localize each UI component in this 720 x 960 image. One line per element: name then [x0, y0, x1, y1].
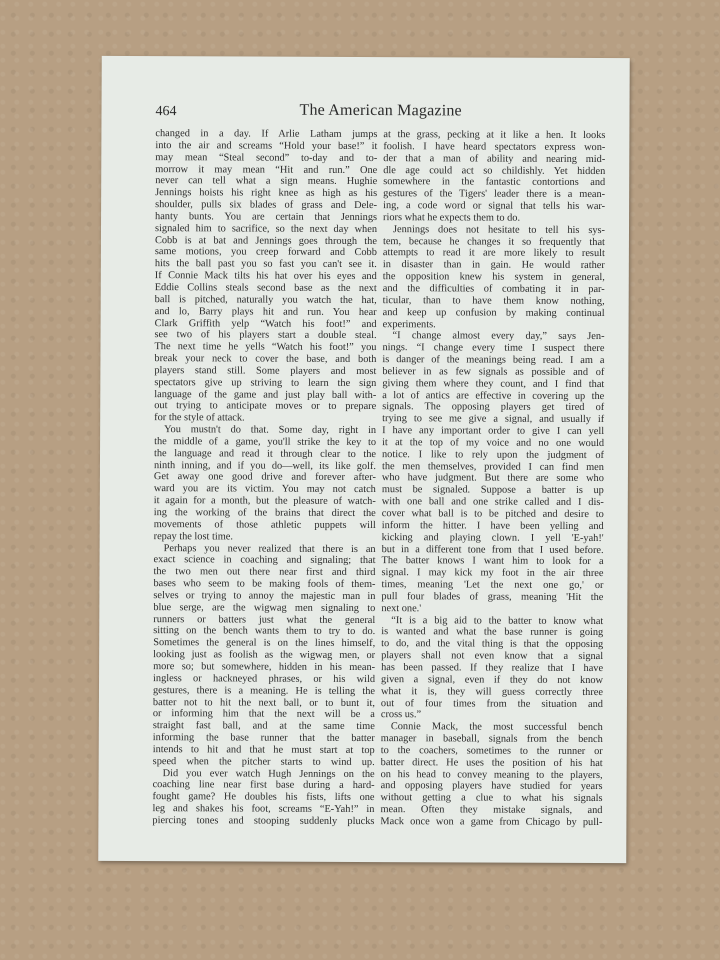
text-line: same motions, you creep forward and Cobb [154, 246, 377, 259]
text-line: who have judgment. But there are some who [381, 472, 604, 485]
text-line: given a signal, even if they do not know [381, 673, 604, 686]
text-line: has been passed. If they realize that I have [381, 662, 604, 675]
text-line: what it is, they will guess correctly three [380, 685, 604, 698]
text-line: movements of those athletic puppets will [153, 518, 376, 531]
text-line: cover what ball is to be pitched and desire to [381, 508, 604, 521]
text-line: Did you ever watch Hugh Jennings on the [162, 767, 375, 780]
text-line: runners or batters just what the general [153, 613, 376, 626]
text-line: ing the working of the brains that direct the [153, 507, 376, 520]
text-line: Eddie Collins steals second base as the next [154, 282, 377, 295]
text-line: giving them where they count, and I find that [382, 377, 605, 390]
text-line: ingless or hackneyed phrases, or his wild [153, 672, 376, 685]
text-line: shoulder, pulls six blades of grass and Dele- [155, 199, 378, 212]
text-line: inform the hitter. I have been yelling and [381, 519, 604, 532]
text-line: gestures of the Tigers' leader there is a mean- [383, 188, 606, 201]
text-line: Connie Mack, the most successful bench [390, 721, 603, 734]
text-line: it at the top of my voice and no one would [382, 437, 605, 449]
text-line: it again for a month, but the pleasure of watch- [153, 495, 376, 508]
text-line: mean. Often they mistake signals, and [380, 804, 603, 817]
text-line: kicking and playing clown. I yell 'E-yah!' [381, 531, 604, 544]
text-line: blue serge, are the wigwag men signaling to [153, 601, 376, 614]
text-line: is wanted and what the base runner is going [381, 626, 604, 639]
text-line: Cobb is at bat and Jennings goes through the [154, 234, 377, 247]
text-line: signals. The opposing players get tired of [382, 401, 605, 414]
magazine-page [98, 56, 630, 863]
text-line: The batter knows I want him to look for a [381, 555, 604, 568]
text-line: hanty bunts. You are certain that Jennings [155, 210, 378, 223]
text-line: Get away one good drive and forever after- [153, 471, 376, 484]
text-line: never can tell what a sign means. Hughie [155, 175, 378, 188]
text-line: morrow it may mean “Hit and run.” One [155, 163, 378, 176]
text-line: in disaster than in gain. He would rather [382, 259, 605, 272]
text-line: ball is pitched, naturally you watch the hat, [154, 293, 377, 306]
text-line: If Connie Mack tilts his hat over his eyes and [154, 270, 377, 283]
text-line: I have any important order to give I can yell [382, 425, 605, 438]
text-line: notice. I like to rely upon the judgment of [381, 448, 605, 461]
text-line: with one ball and one strike called and I dis- [381, 496, 604, 509]
text-line: Jennings hoists his right knee as high as his [155, 187, 378, 200]
text-line: ward you are its victim. You may not catch [153, 483, 376, 496]
text-line: times, meaning 'Let the next one go,' or [381, 579, 604, 592]
text-line: cross us.” [380, 709, 422, 721]
text-line: sitting on the bench wants them to try to do. [153, 625, 376, 638]
text-line: more so; but somewhere, hidden in his mean- [153, 661, 376, 674]
text-line: must be signaled. Suppose a batter is up [381, 484, 604, 497]
text-line: signal. I may kick my foot in the air three [381, 567, 604, 580]
text-line: signaled him to sacrifice, so the next day when [154, 222, 378, 235]
text-line: the men themselves, provided I can find men [381, 460, 604, 473]
text-line: spectators give up striving to learn the sign [154, 376, 377, 389]
text-line: the language and read it through clear to the [154, 447, 377, 460]
text-line: and lo, Barry plays hit and run. You hear [154, 305, 377, 318]
text-line: batter not to hit the next ball, or to bunt it, [152, 696, 375, 709]
text-line: and the difficulties of combating it in par- [382, 283, 605, 296]
text-line: The next time he yells “Watch his foot!” you [154, 341, 377, 354]
text-line: riors what he expects them to do. [383, 211, 521, 224]
text-line: You mustn't do that. Some day, right in [164, 424, 377, 437]
text-line: leg and shakes his foot, screams “E-Yah!” in [152, 803, 375, 816]
text-line: and keep up confusion by making continual [382, 306, 605, 319]
text-line: but in a different tone from that I used before. [381, 543, 604, 556]
running-head: The American Magazine [299, 101, 462, 120]
text-line: is danger of the meanings being read. I am a [382, 354, 605, 367]
text-line: pull four blades of grass, meaning 'Hit the [381, 590, 604, 603]
text-line: batter direct. He uses the position of his hat [380, 756, 603, 769]
text-line: looking just as foolish as the wigwag men, or [153, 649, 376, 662]
text-line: foolish. I have heard spectators express won- [383, 140, 606, 153]
text-line: dle age could act so childishly. Yet hidden [383, 164, 606, 177]
page-number: 464 [155, 104, 177, 120]
text-line: somewhere in the fantastic contortions and [383, 176, 606, 189]
text-line: hits the ball past you so fast you can't see it. [154, 258, 377, 271]
text-line: exact science in coaching and signaling; that [153, 554, 376, 567]
text-line: break your neck to cover the base, and both [154, 353, 377, 366]
text-line: der that a man of ability and nearing mid- [383, 152, 606, 165]
text-line: Jennings does not hesitate to tell his sys- [392, 223, 606, 236]
text-line: Clark Griffith yelp “Watch his foot!” and [154, 317, 377, 330]
text-line: Perhaps you never realized that there is an [163, 542, 376, 555]
text-line: experiments. [382, 318, 436, 330]
text-line: gestures, there is a meaning. He is telling the [152, 684, 376, 697]
text-line: players shall not even know that a signal [381, 650, 604, 663]
text-line: speed when the pitcher starts to wind up. [152, 755, 375, 768]
right-column [380, 129, 605, 829]
text-line: piercing tones and stooping suddenly plucks [152, 815, 375, 827]
text-line: ninth inning, and if you do—well, its like golf. [153, 459, 376, 472]
text-line: out of four times from the situation and [380, 697, 603, 710]
text-line: changed in a day. If Arlie Latham jumps [155, 128, 378, 141]
text-line: fought game? He doubles his fists, lifts one [152, 791, 375, 804]
text-line: ing, a code word or signal that tells his war- [383, 200, 606, 213]
text-line: see two of his players start a double steal. [154, 329, 377, 342]
text-line: players stand still. Some players and most [154, 364, 377, 377]
text-line: next one.' [381, 602, 422, 615]
text-line: Sometimes the general is on the lines himself, [153, 637, 376, 650]
text-line: repay the lost time. [153, 530, 233, 543]
text-line: attempts to read it are more likely to result [382, 247, 605, 260]
text-line: and opposing players have studied for years [380, 780, 603, 793]
left-column [152, 128, 377, 828]
text-line: may mean “Steal second” to-day and to- [155, 151, 378, 164]
text-line: out trying to anticipate moves or to prepare [154, 400, 377, 413]
text-line: selves or trying to annoy the majestic man in [153, 589, 376, 602]
text-line: manager in baseball, signals from the bench [380, 733, 603, 746]
text-line: Mack once won a game from Chicago by pull- [380, 816, 603, 828]
text-line: bases who seem to be making fools of them- [153, 578, 376, 591]
text-line: language of the game and just play ball with- [154, 388, 377, 401]
text-line: tem, because he changes it so frequently that [382, 235, 605, 248]
text-line: the opposition knew his system in general, [382, 271, 605, 284]
text-line: on his head to convey meaning to the players, [380, 768, 603, 781]
text-line: to do, and the vital thing is that the opposing [381, 638, 604, 651]
text-line: trying to see me give a signal, and usually if [382, 413, 605, 426]
text-line: into the air and screams “Hold your base!” it [155, 139, 378, 152]
text-line: a lot of antics are effective in covering up the [382, 389, 605, 402]
text-line: without getting a clue to what his signals [380, 792, 603, 805]
text-line: “It is a big aid to the batter to know what [391, 614, 604, 627]
text-line: the two men out there near first and third [153, 566, 376, 579]
text-line: for the style of attack. [154, 412, 245, 424]
text-line: at the grass, pecking at it like a hen. It looks [383, 129, 606, 142]
text-line: ticular, than to have them know nothing, [382, 294, 605, 307]
text-line: the middle of a game, you'll strike the key to [154, 436, 377, 448]
text-line: “I change almost every day,” says Jen- [392, 330, 605, 343]
text-line: straight fast ball, and at the same time [152, 720, 375, 733]
text-line: believer in as few signals as possible and of [382, 365, 605, 378]
text-line: intends to hit and that he must start at top [152, 743, 375, 756]
text-line: nings. “I change every time I suspect there [382, 342, 605, 355]
text-line: to the coachers, sometimes to the runner or [380, 744, 603, 757]
text-line: or informing him that the next will be a [152, 708, 375, 721]
text-line: informing the base runner that the batter [152, 732, 375, 745]
text-line: coaching line near first base during a hard- [152, 779, 375, 792]
